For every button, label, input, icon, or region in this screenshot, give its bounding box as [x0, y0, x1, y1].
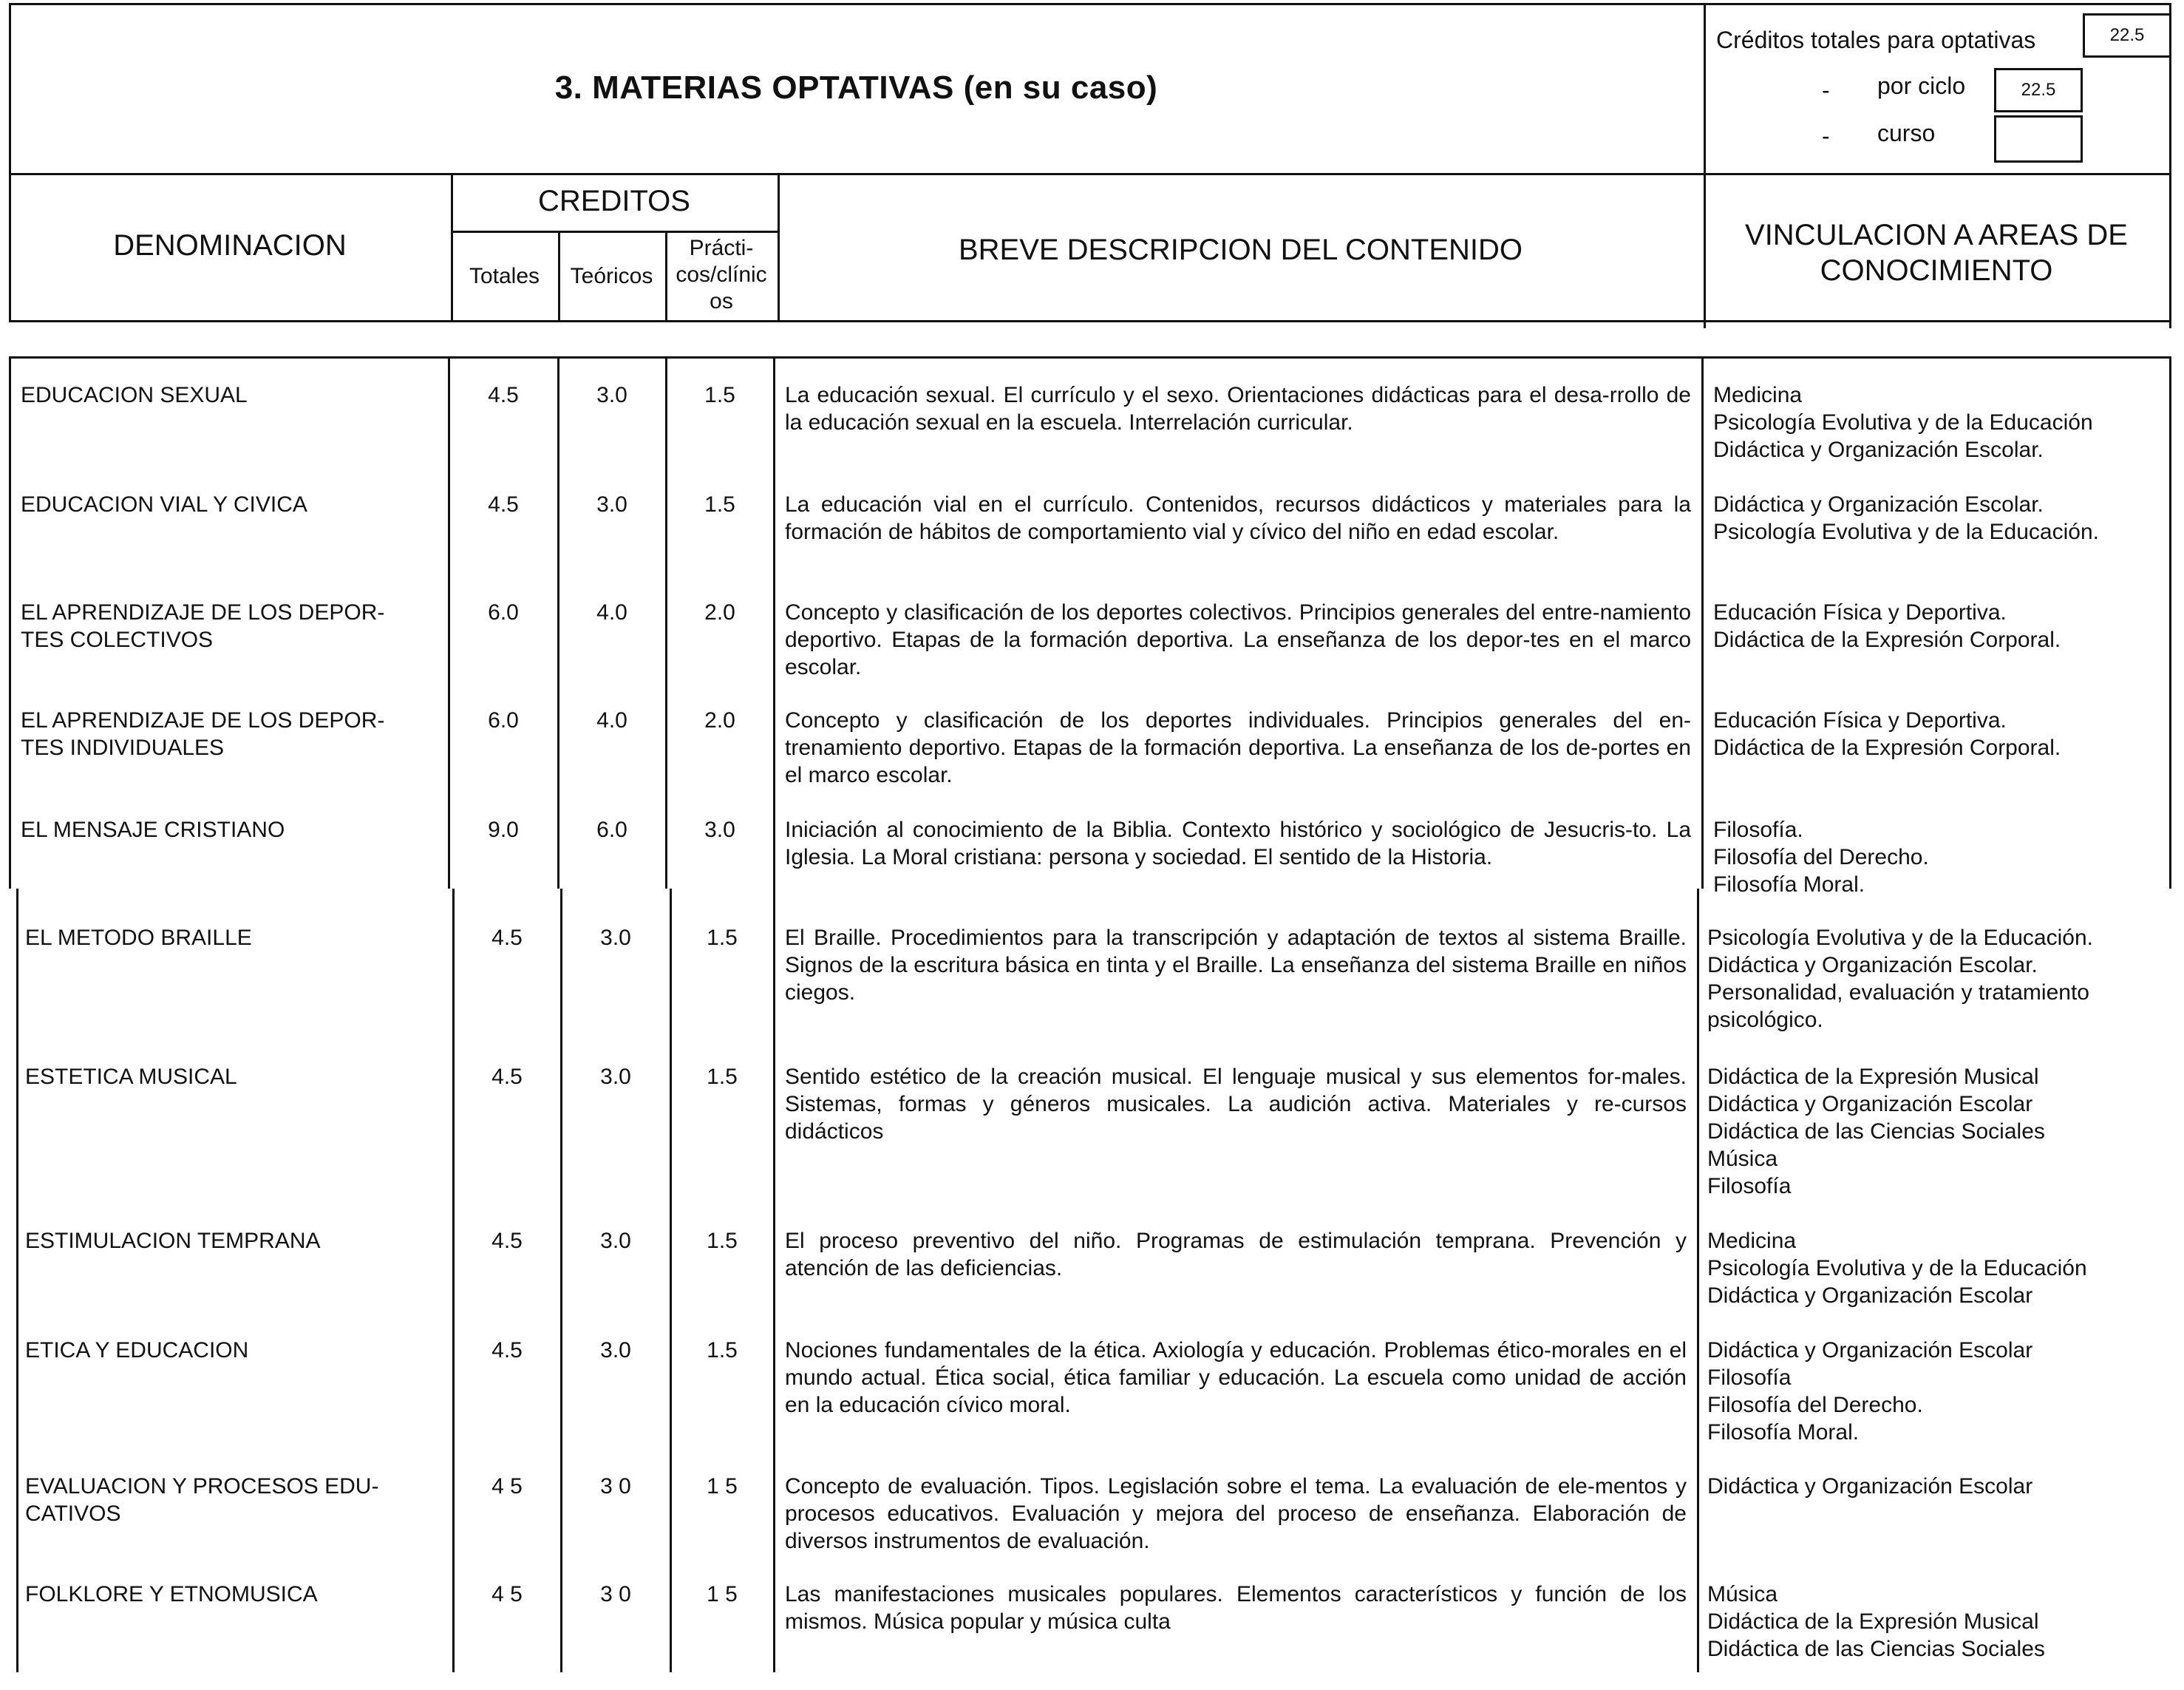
- subject-name-line: EL METODO BRAILLE: [25, 926, 252, 950]
- credits-practicos: 3.0: [704, 818, 735, 842]
- subject-name-line: FOLKLORE Y ETNOMUSICA: [25, 1582, 318, 1606]
- body-left-border-upper: [9, 356, 11, 889]
- knowledge-area: psicológico.: [1707, 1008, 1823, 1032]
- subject-name: [25, 1063, 448, 1090]
- body-col2-lower: [560, 889, 562, 1672]
- header-practicos: [665, 235, 778, 315]
- knowledge-area: Medicina: [1713, 383, 1803, 407]
- subject-name: [25, 1581, 448, 1608]
- knowledge-area: Filosofía Moral.: [1707, 1420, 1860, 1445]
- subject-description: El proceso preventivo del niño. Programas de estimulación temprana. Prevención y atención de las deficiencias.: [785, 1229, 1687, 1280]
- knowledge-area: Psicología Evolutiva y de la Educación.: [1707, 926, 2093, 950]
- header-teoricos: Teóricos: [570, 264, 653, 288]
- knowledge-areas: [1713, 707, 2166, 761]
- subject-name-line: ESTETICA MUSICAL: [25, 1065, 237, 1089]
- por-ciclo-dash: -: [1822, 77, 1830, 103]
- knowledge-area: Filosofía.: [1713, 818, 1803, 842]
- top-rule: [9, 3, 2171, 5]
- subject-name-line: CATIVOS: [25, 1501, 121, 1526]
- subject-name: [25, 1337, 448, 1364]
- credits-totales: 4.5: [491, 1229, 523, 1253]
- credits-teoricos: 3.0: [600, 926, 631, 950]
- credits-totales: 4 5: [491, 1474, 523, 1499]
- header-practicos-line-1: Prácti-: [689, 236, 754, 260]
- credits-teoricos: 3.0: [600, 1065, 631, 1089]
- knowledge-areas: [1713, 491, 2166, 546]
- header-denominacion: DENOMINACION: [113, 229, 347, 262]
- knowledge-area: Música: [1707, 1147, 1778, 1171]
- credits-practicos: 1.5: [707, 926, 738, 950]
- body-col1-lower: [452, 889, 455, 1672]
- knowledge-area: Didáctica de las Ciencias Sociales: [1707, 1637, 2045, 1661]
- subject-name: [21, 491, 443, 518]
- credits-totales: 4 5: [491, 1582, 523, 1606]
- knowledge-area: Didáctica de la Expresión Musical: [1707, 1065, 2039, 1089]
- header-vinculacion: [1704, 217, 2169, 288]
- header-practicos-line-2: cos/clínic: [676, 262, 767, 287]
- curso-dash: -: [1822, 123, 1830, 149]
- header-creditos: CREDITOS: [538, 185, 690, 217]
- knowledge-area: Filosofía del Derecho.: [1707, 1393, 1923, 1417]
- subject-name: [25, 1473, 448, 1527]
- credits-practicos: 2.0: [704, 708, 735, 733]
- knowledge-area: Psicología Evolutiva y de la Educación.: [1713, 520, 2099, 544]
- knowledge-area: Didáctica de la Expresión Musical: [1707, 1609, 2039, 1634]
- knowledge-area: Didáctica de las Ciencias Sociales: [1707, 1119, 2045, 1144]
- creditos-rule: [451, 231, 779, 233]
- credits-total-value: 22.5: [2109, 25, 2145, 45]
- knowledge-area: Psicología Evolutiva y de la Educación: [1707, 1256, 2087, 1280]
- header-totales: Totales: [469, 264, 540, 288]
- credits-totales: 4.5: [491, 926, 523, 950]
- knowledge-area: Filosofía Moral.: [1713, 872, 1865, 897]
- subject-name-line: ETICA Y EDUCACION: [25, 1338, 249, 1362]
- knowledge-area: Personalidad, evaluación y tratamiento: [1707, 980, 2089, 1005]
- subject-name-line: TES COLECTIVOS: [21, 628, 214, 652]
- credits-practicos: 1 5: [707, 1582, 738, 1606]
- header-vinculacion-line-1: VINCULACION A AREAS DE: [1745, 219, 2128, 251]
- credits-totales: 9.0: [488, 818, 519, 842]
- knowledge-areas: [1707, 1337, 2166, 1446]
- knowledge-area: Didáctica y Organización Escolar: [1707, 1474, 2033, 1499]
- header-bottom-rule: [9, 320, 2171, 322]
- knowledge-area: Didáctica y Organización Escolar.: [1707, 953, 2038, 977]
- por-ciclo-value: 22.5: [2021, 80, 2056, 100]
- credits-teoricos: 3.0: [596, 492, 627, 517]
- knowledge-area: Didáctica de la Expresión Corporal.: [1713, 628, 2061, 652]
- header-middle-rule: [9, 173, 2171, 175]
- credits-teoricos: 6.0: [596, 818, 627, 842]
- body-col4-upper: [773, 356, 775, 889]
- por-ciclo-label: por ciclo: [1877, 72, 1966, 99]
- body-right-border-upper: [2169, 356, 2171, 889]
- knowledge-areas: [1713, 816, 2166, 898]
- credits-total-label: Créditos totales para optativas: [1716, 27, 2036, 53]
- knowledge-area: Didáctica y Organización Escolar.: [1713, 438, 2044, 462]
- knowledge-area: Educación Física y Deportiva.: [1713, 708, 2007, 733]
- subject-name: [21, 599, 443, 654]
- subject-name: [25, 1227, 448, 1255]
- body-col5-upper: [1701, 356, 1704, 889]
- por-ciclo-box: [1994, 68, 2083, 112]
- credits-totales: 4.5: [488, 383, 519, 407]
- credits-practicos: 1.5: [707, 1338, 738, 1362]
- credits-practicos: 1.5: [707, 1065, 738, 1089]
- knowledge-area: Didáctica y Organización Escolar: [1707, 1283, 2033, 1308]
- credits-teoricos: 4.0: [596, 708, 627, 733]
- subject-description: Concepto y clasificación de los deportes colectivos. Principios generales del entre-namiento deportivo. Etapas de la formación deportiva. La enseñanza de los depor-tes en el marco escolar.: [785, 600, 1691, 679]
- subject-name-line: EDUCACION SEXUAL: [21, 383, 248, 407]
- curso-label: curso: [1877, 120, 1936, 146]
- subject-description: Las manifestaciones musicales populares. Elementos característicos y función de los mismos. Música popular y música culta: [785, 1582, 1687, 1634]
- subject-name-line: EL APRENDIZAJE DE LOS DEPOR-: [21, 600, 385, 625]
- body-col5-lower: [1697, 889, 1699, 1672]
- credits-practicos: 2.0: [704, 600, 735, 625]
- credits-teoricos: 3.0: [596, 383, 627, 407]
- credits-teoricos: 3 0: [600, 1474, 631, 1499]
- subject-name-line: EL MENSAJE CRISTIANO: [21, 818, 285, 842]
- knowledge-areas: [1707, 1227, 2166, 1309]
- credits-totales: 6.0: [488, 600, 519, 625]
- curso-box: [1994, 115, 2083, 163]
- subject-description: El Braille. Procedimientos para la transcripción y adaptación de textos al sistema Braille. Signos de la escritura básica en tinta y el Braille. La enseñanza del sistema Braille en niños ciegos.: [785, 926, 1687, 1005]
- header-descripcion: BREVE DESCRIPCION DEL CONTENIDO: [958, 234, 1523, 266]
- credits-practicos: 1.5: [707, 1229, 738, 1253]
- knowledge-area: Filosofía: [1707, 1365, 1792, 1390]
- subject-description: Concepto y clasificación de los deportes individuales. Principios generales del en-trenamiento deportivo. Etapas de la formación deportiva. La enseñanza de los de-portes en el marco escolar.: [785, 708, 1691, 787]
- subject-name-line: EVALUACION Y PROCESOS EDU-: [25, 1474, 379, 1499]
- subject-name-line: TES INDIVIDUALES: [21, 736, 225, 760]
- credits-teoricos: 3.0: [600, 1338, 631, 1362]
- knowledge-areas: [1707, 924, 2166, 1034]
- subject-name: [21, 707, 443, 761]
- header-practicos-line-3: os: [710, 289, 733, 313]
- body-col4-lower: [773, 889, 775, 1672]
- credits-teoricos: 4.0: [596, 600, 627, 625]
- body-col3-lower: [670, 889, 672, 1672]
- subject-description: La educación vial en el currículo. Contenidos, recursos didácticos y materiales para la formación de hábitos de comportamiento vial y cívico del niño en edad escolar.: [785, 492, 1691, 544]
- credits-practicos: 1.5: [704, 383, 735, 407]
- knowledge-area: Didáctica de la Expresión Corporal.: [1713, 736, 2061, 760]
- credits-total-box: [2083, 13, 2171, 58]
- knowledge-areas: [1707, 1063, 2166, 1200]
- knowledge-area: Filosofía del Derecho.: [1713, 845, 1929, 869]
- subject-name: [21, 381, 443, 409]
- subject-description: Nociones fundamentales de la ética. Axiología y educación. Problemas ético-morales en el mundo actual. Ética social, ética familiar y educación. La escuela como unidad de acción en la educación cívico moral.: [785, 1338, 1687, 1417]
- credits-totales: 6.0: [488, 708, 519, 733]
- subject-name-line: ESTIMULACION TEMPRANA: [25, 1229, 321, 1253]
- knowledge-areas: [1707, 1581, 2166, 1663]
- knowledge-area: Didáctica y Organización Escolar: [1707, 1092, 2033, 1116]
- subject-description: Sentido estético de la creación musical. El lenguaje musical y sus elementos for-males. Sistemas, formas y géneros musicales. La audición activa. Materiales y re-cursos didácticos: [785, 1065, 1687, 1144]
- knowledge-areas: [1713, 381, 2166, 464]
- subject-name: [25, 924, 448, 951]
- knowledge-area: Música: [1707, 1582, 1778, 1606]
- subject-name-line: EL APRENDIZAJE DE LOS DEPOR-: [21, 708, 385, 733]
- knowledge-areas: [1707, 1473, 2166, 1500]
- credits-totales: 4.5: [488, 492, 519, 517]
- subject-description: Concepto de evaluación. Tipos. Legislación sobre el tema. La evaluación de ele-mentos y procesos educativos. Evaluación y mejora del proceso de enseñanza. Elaboración de diversos instrumentos de evaluación.: [785, 1474, 1687, 1553]
- credits-practicos: 1.5: [704, 492, 735, 517]
- knowledge-area: Psicología Evolutiva y de la Educación: [1713, 410, 2093, 435]
- subject-description: La educación sexual. El currículo y el sexo. Orientaciones didácticas para el desa-rrollo de la educación sexual en la escuela. Interrelación curricular.: [785, 383, 1691, 435]
- credits-totales: 4.5: [491, 1338, 523, 1362]
- credits-teoricos: 3 0: [600, 1582, 631, 1606]
- subject-name: [21, 816, 443, 844]
- knowledge-area: Didáctica y Organización Escolar.: [1713, 492, 2044, 517]
- knowledge-area: Didáctica y Organización Escolar: [1707, 1338, 2033, 1362]
- subject-description: Iniciación al conocimiento de la Biblia. Contexto histórico y sociológico de Jesucris-to. La Iglesia. La Moral cristiana: persona y sociedad. El sentido de la Historia.: [785, 818, 1691, 869]
- knowledge-area: Filosofía: [1707, 1174, 1792, 1198]
- knowledge-areas: [1713, 599, 2166, 654]
- credits-teoricos: 3.0: [600, 1229, 631, 1253]
- knowledge-area: Medicina: [1707, 1229, 1797, 1253]
- subject-name-line: EDUCACION VIAL Y CIVICA: [21, 492, 307, 517]
- header-vinculacion-line-2: CONOCIMIENTO: [1820, 254, 2053, 287]
- credits-practicos: 1 5: [707, 1474, 738, 1499]
- header-left-border: [9, 3, 11, 322]
- body-left-border-lower: [16, 889, 18, 1672]
- body-top-rule: [9, 356, 2171, 359]
- section-title: 3. MATERIAS OPTATIVAS (en su caso): [554, 69, 1158, 106]
- credits-totales: 4.5: [491, 1065, 523, 1089]
- knowledge-area: Educación Física y Deportiva.: [1713, 600, 2007, 625]
